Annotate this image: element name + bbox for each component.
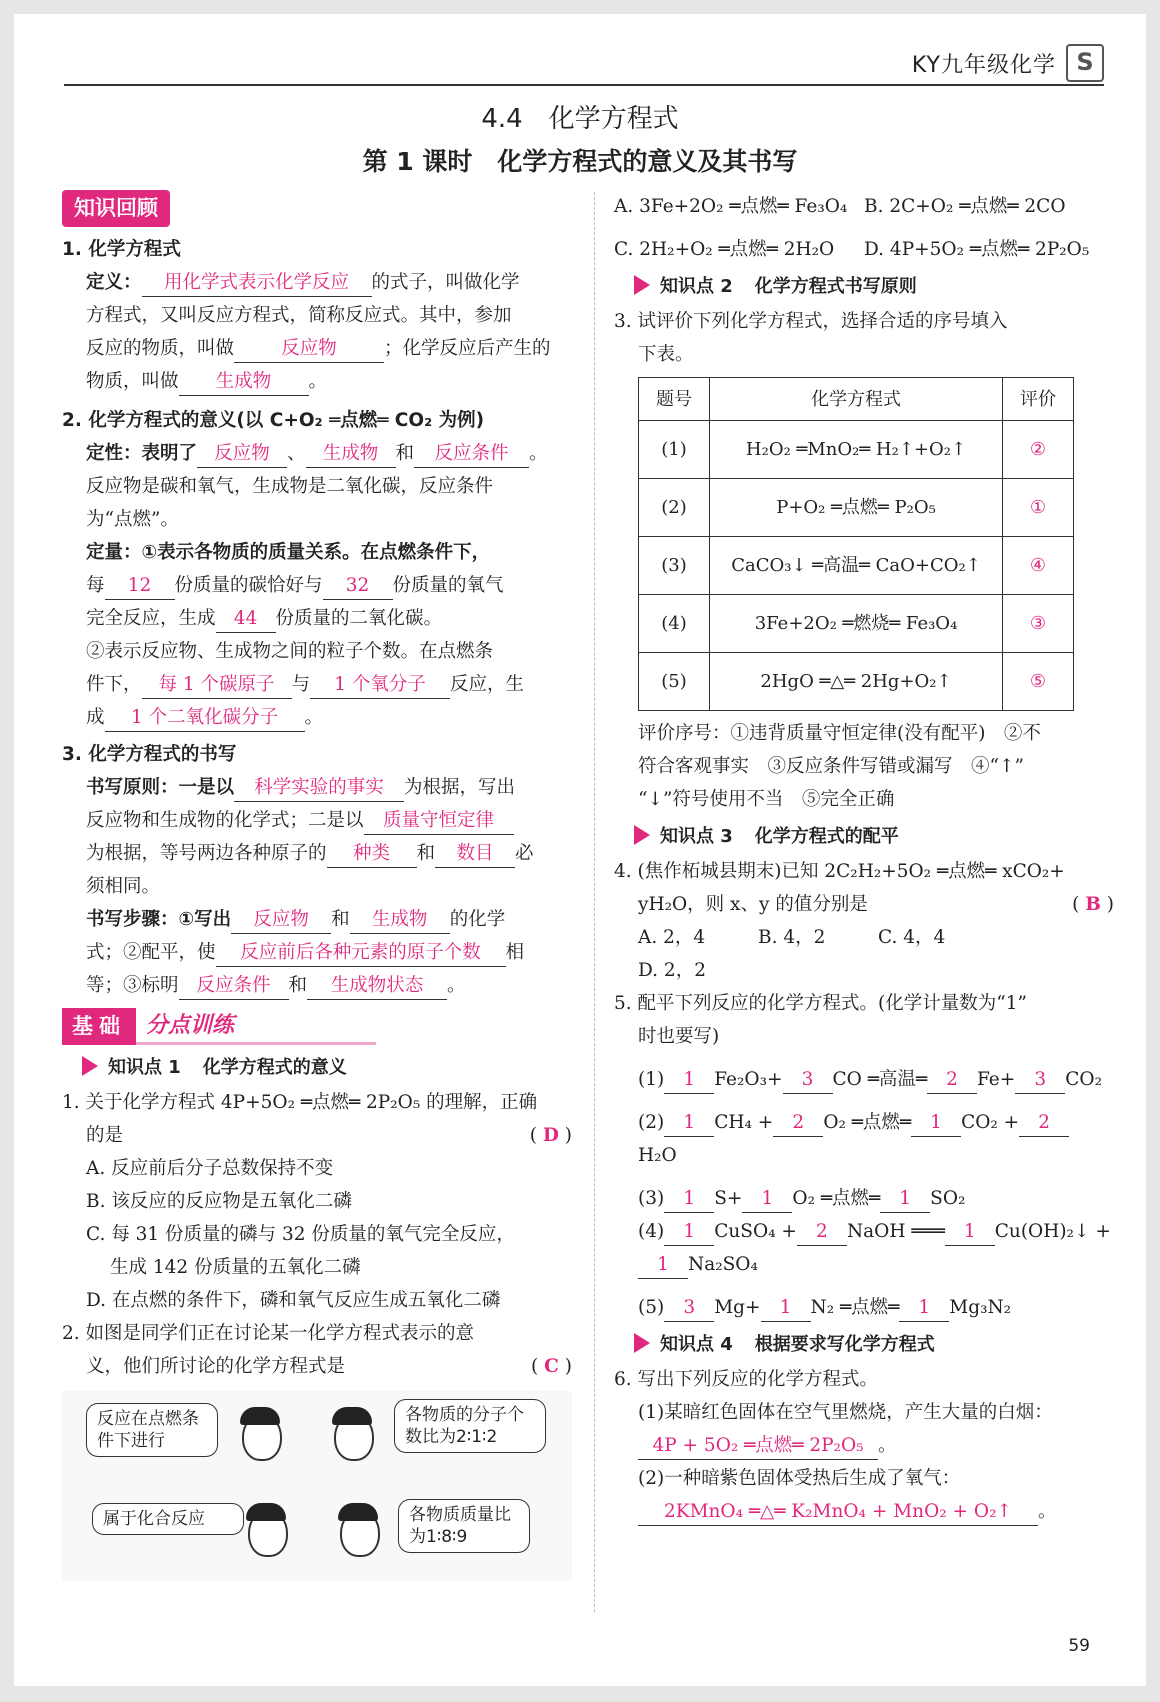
coef-fill: 1 [911, 1110, 961, 1137]
text: H₂O [638, 1145, 677, 1166]
page-number: 59 [1068, 1636, 1090, 1656]
text: Fe₂O₃+ [714, 1069, 783, 1090]
e4-option-d: D. 2，2 [638, 960, 706, 981]
q1-fill-definition: 用化学式表示化学反应 [142, 270, 372, 297]
e1-answer: D [542, 1125, 559, 1146]
text: 完全反应，生成 [86, 608, 216, 629]
text: 份质量的二氧化碳。 [275, 608, 443, 629]
table-cell: P+O₂ ═点燃═ P₂O₅ [710, 479, 1003, 537]
text: 的化学 [449, 909, 506, 930]
play-triangle-icon [82, 1056, 98, 1076]
coef-fill: 1 [638, 1252, 688, 1279]
text: CH₄ + [714, 1112, 774, 1133]
e6-answer-2: 2KMnO₄ ═△═ K₂MnO₄ + MnO₂ + O₂↑ [638, 1499, 1038, 1526]
text: O₂ ═点燃═ [823, 1112, 912, 1133]
text: 知识点 2 [660, 276, 733, 297]
coef-fill: 3 [664, 1295, 714, 1322]
text: O₂ ═点燃═ [792, 1188, 881, 1209]
e6-prompt-2: (2)一种暗紫色固体受热后生成了氧气： [638, 1468, 961, 1489]
q2-fill-8: 1 个氧分子 [310, 672, 450, 699]
table-cell: 3Fe+2O₂ ═燃烧═ Fe₃O₄ [710, 595, 1003, 653]
text: 化学方程式的配平 [754, 826, 899, 847]
coef-fill: 1 [742, 1186, 792, 1213]
text: S+ [714, 1188, 743, 1209]
text: 定量：①表示各物质的质量关系。在点燃条件下， [86, 542, 491, 563]
text: (3) [638, 1188, 665, 1209]
q1-head: 1. 化学方程式 [62, 239, 181, 260]
e5-stem: 5. 配平下列反应的化学方程式。(化学计量数为“1” [614, 993, 1027, 1014]
coef-fill: 2 [1019, 1110, 1069, 1137]
coef-fill: 1 [664, 1219, 714, 1246]
text: 。 [304, 707, 324, 728]
coef-fill: 3 [1015, 1067, 1065, 1094]
q2-fill-7: 每 1 个碳原子 [142, 672, 292, 699]
q3-fill-9: 生成物状态 [307, 973, 447, 1000]
text: 知识点 3 [660, 826, 733, 847]
text: 书写步骤：①写出 [86, 909, 232, 930]
text: 。 [308, 371, 328, 392]
speech-bubble-4: 各物质质量比为1∶8∶9 [398, 1499, 530, 1553]
knowledge-point-1 [82, 1051, 572, 1084]
text: 件下， [86, 674, 142, 695]
coef-fill: 1 [945, 1219, 995, 1246]
text: 的是 [86, 1125, 124, 1146]
q2-fill-5: 32 [323, 573, 393, 600]
q3-fill-8: 反应条件 [179, 973, 289, 1000]
e2-option-d: D. 4P+5O₂ ═点燃═ 2P₂O₅ [864, 239, 1090, 260]
coef-fill: 1 [664, 1067, 714, 1094]
table-header: 题号 [639, 378, 710, 421]
e2-option-a: A. 3Fe+2O₂ ═点燃═ Fe₃O₄ [614, 196, 848, 217]
q3-fill-3: 种类 [327, 841, 417, 868]
play-triangle-icon [634, 1333, 650, 1353]
q2-fill-6: 44 [216, 606, 276, 633]
text: 定性：表明了 [86, 443, 198, 464]
q2-fill-2: 生成物 [306, 441, 396, 468]
text: 必 [515, 843, 534, 864]
text: (5) [638, 1297, 665, 1318]
e6-stem: 6. 写出下列反应的化学方程式。 [614, 1369, 879, 1390]
text: 知识点 1 [108, 1057, 181, 1078]
e5-row-4 [614, 1215, 1114, 1248]
text: 份质量的氧气 [392, 575, 504, 596]
q3-fill-4: 数目 [435, 841, 515, 868]
text: 化学方程式的意义 [202, 1057, 347, 1078]
text: 式；②配平，使 [86, 942, 216, 963]
text: CO₂ [1065, 1069, 1103, 1090]
page [14, 14, 1146, 1686]
q1-fill-product: 生成物 [179, 369, 309, 396]
q3-fill-5: 反应物 [231, 907, 331, 934]
e1-option-d: D. 在点燃的条件下，磷和氧气反应生成五氧化二磷 [86, 1290, 501, 1311]
text: 知识点 4 [660, 1334, 733, 1355]
q2-head: 2. 化学方程式的意义(以 C+O₂ ═点燃═ CO₂ 为例) [62, 410, 485, 431]
knowledge-point-4 [634, 1328, 1114, 1361]
coef-fill: 2 [773, 1110, 823, 1137]
speech-bubble-3: 属于化合反应 [92, 1503, 244, 1535]
text: 。 [447, 975, 466, 996]
table-cell-answer: ④ [1003, 537, 1074, 595]
text: 的式子，叫做化学 [371, 272, 520, 293]
evaluation-note: “↓”符号使用不当 ⑤完全正确 [638, 789, 895, 810]
text: 根据要求写化学方程式 [754, 1334, 935, 1355]
knowledge-point-3 [634, 820, 1114, 853]
text: 为根据，等号两边各种原子的 [86, 843, 327, 864]
text: 义，他们所讨论的化学方程式是 [86, 1356, 346, 1377]
e4-stem: 4. (焦作柘城县期末)已知 2C₂H₂+5O₂ ═点燃═ xCO₂+ [614, 861, 1065, 882]
coef-fill: 1 [664, 1186, 714, 1213]
left-column: 知识回顾 1. 化学方程式 定义： 用化学式表示化学反应 的式子，叫做化学 方程式，又叫反应方程式，简称反应式。其中，参加 反应的物质，叫做 反应物 ；化学反应后产生的 物质，叫做 生成物 。 2. 化学方程式的意义(以 C+O₂ ═点燃═ CO₂ 为例) 定性：表明了 反应物 、 生成物 和 反应条件 。 反应物是碳和氧气，生成物是二氧化碳，反应条件 为“点燃”。 定量：①表示各物质的质量关系。在点燃条件下， 每 12 份质量的碳恰好与 32 份质量的氧气 完全反应，生成 44 份质量的二氧化碳。 ②表示反应物、生成物之间的粒子个数。在点燃条 件下， 每 1 个碳原子 与 1 个氧分子 反应，生 成 1 个二氧化碳分子 。 3. 化学方程式的书写 书写原则：一是以 科学实验的事实 为根据，写出 反应物和生成物的化学式；二是以 质量守恒定律 为根据，等号两边各种原子的 种类 和 数目 必 须相同。 书写步骤：①写出 反应物 和 生成物 的化学 式；②配平，使 反应前后各种元素的原子个数 相 等；③标明 反应条件 和 生成物状态 。 基础 分点训练 知识点 1 化学方程式的意义 1. 关于化学方程式 4P+5O₂ ═点燃═ 2P₂O₅ 的理解，正确 的是 ( D ) A. 反应前后分子总数保持不变 B. 该反应的反应物是五氧化二磷 C. 每 31 份质量的磷与 32 份质量的氧气完全反应， 生成 142 份质量的五氧化二磷 D. 在点燃的条件下，磷和氧气反应生成五氧化二磷 2. 如图是同学们正在讨论某一化学方程式表示的意 义，他们所讨论的化学方程式是 ( C ) 反应在点燃条件下进行 各物质的分子个数比为2∶1∶2 属于化合反应 各物质质量比为1∶8∶9 [62, 190, 572, 1581]
text: 。 [1038, 1501, 1057, 1522]
text: 为“点燃”。 [86, 509, 179, 530]
e4-option-a: A. 2，4 [638, 927, 706, 948]
q3-fill-1: 科学实验的事实 [234, 775, 404, 802]
e2-option-b: B. 2C+O₂ ═点燃═ 2CO [864, 196, 1066, 217]
coef-fill: 1 [899, 1295, 949, 1322]
student-boy-icon [334, 1413, 374, 1461]
e1-option-b: B. 该反应的反应物是五氧化二磷 [86, 1191, 352, 1212]
review-banner: 知识回顾 [62, 190, 170, 227]
text: 和 [416, 843, 436, 864]
text: (1) [638, 1069, 665, 1090]
text: SO₂ [930, 1188, 966, 1209]
coef-fill: 2 [797, 1219, 847, 1246]
publisher-logo-icon: S [1066, 44, 1104, 82]
coef-fill: 1 [761, 1295, 811, 1322]
table-row [639, 421, 1074, 479]
text: Na₂SO₄ [688, 1254, 758, 1275]
text: 和 [331, 909, 350, 930]
e1-option-a: A. 反应前后分子总数保持不变 [86, 1158, 334, 1179]
text: (2) [638, 1112, 665, 1133]
q2-fill-3: 反应条件 [414, 441, 529, 468]
basic-training-banner [62, 1008, 572, 1045]
e6-prompt-1: (1)某暗红色固体在空气里燃烧，产生大量的白烟： [638, 1402, 1053, 1423]
page-header [64, 42, 1104, 86]
evaluation-note: 评价序号：①违背质量守恒定律(没有配平) ②不 [638, 723, 1041, 744]
text: N₂ ═点燃═ [810, 1297, 900, 1318]
text: 物质，叫做 [86, 371, 179, 392]
text: 反应的物质，叫做 [86, 338, 235, 359]
right-column: A. 3Fe+2O₂ ═点燃═ Fe₃O₄ B. 2C+O₂ ═点燃═ 2CO C. 2H₂+O₂ ═点燃═ 2H₂O D. 4P+5O₂ ═点燃═ 2P₂O₅ 知识点 2 化学方程式书写原则 3. 试评价下列化学方程式，选择合适的序号填入 下表。 题号 化学方程式 评价 (1) H₂O₂ ═MnO₂═ H₂↑+O₂↑ ② (2) P+O₂ ═点燃═ P₂O₅ ① (3) CaCO₃↓ ═高温═ CaO+CO₂↑ ④ (4) 3Fe+2O₂ ═燃烧═ Fe₃O₄ ③ (5) 2HgO ═△═ 2Hg+O₂↑ ⑤ 评价序号：①违背质量守恒定律(没有配平) ②不 符合客观事实 ③反应条件写错或漏写 ④“↑” “↓”符号使用不当 ⑤完全正确 知识点 3 化学方程式的配平 4. (焦作柘城县期末)已知 2C₂H₂+5O₂ ═点燃═ xCO₂+ yH₂O，则 x、y 的值分别是 ( B ) A. 2，4 B. 4，2 C. 4，4D. 2，2 5. 配平下列反应的化学方程式。(化学计量数为“1” 时也要写) (1) 1 Fe₂O₃+ 3 CO ═高温═ 2 Fe+ 3 CO₂ (2) 1 CH₄ + 2 O₂ ═点燃═ 1 CO₂ + 2 H₂O (3) 1 S+ 1 O₂ ═点燃═ 1 SO₂ (4) 1 CuSO₄ + 2 NaOH ═══ 1 Cu(OH)₂↓ + 1 Na₂SO₄ (5) 3 Mg+ 1 N₂ ═点燃═ 1 Mg₃N₂ 知识点 4 根据要求写化学方程式 6. 写出下列反应的化学方程式。 (1)某暗红色固体在空气里燃烧，产生大量的白烟： 4P + 5O₂ ═点燃═ 2P₂O₅ 。 (2)一种暗紫色固体受热后生成了氧气： 2KMnO₄ ═△═ K₂MnO₄ + MnO₂ + O₂↑ 。 [614, 190, 1114, 1528]
table-cell: (4) [639, 595, 710, 653]
student-boy-icon [340, 1509, 380, 1557]
text: CO ═高温═ [832, 1069, 927, 1090]
section-title: 4.4 化学方程式 [481, 104, 679, 134]
table-row [639, 537, 1074, 595]
table-cell-answer: ⑤ [1003, 653, 1074, 711]
text: 方程式，又叫反应方程式，简称反应式。其中，参加 [86, 305, 512, 326]
table-cell-answer: ② [1003, 421, 1074, 479]
e2-answer: C [544, 1356, 559, 1377]
text: Mg₃N₂ [949, 1297, 1012, 1318]
evaluation-note: 符合客观事实 ③反应条件写错或漏写 ④“↑” [638, 756, 1024, 777]
column-divider [594, 192, 595, 1612]
text: 反应，生 [450, 674, 525, 695]
speech-bubble-1: 反应在点燃条件下进行 [86, 1403, 218, 1457]
q2-fill-9: 1 个二氧化碳分子 [105, 705, 305, 732]
text: 书写原则：一是以 [86, 777, 235, 798]
text: 下表。 [638, 344, 694, 365]
banner-training: 分点训练 [136, 1009, 376, 1045]
e1-option-c: C. 每 31 份质量的磷与 32 份质量的氧气完全反应， [86, 1224, 515, 1245]
table-header: 化学方程式 [710, 378, 1003, 421]
table-row [639, 653, 1074, 711]
e5-row-3 [614, 1182, 1114, 1215]
coef-fill: 1 [880, 1186, 930, 1213]
text: 和 [288, 975, 308, 996]
text: 反应物和生成物的化学式；二是以 [86, 810, 364, 831]
coef-fill: 3 [783, 1067, 833, 1094]
e5-row-2 [614, 1106, 1114, 1139]
text: 化学方程式书写原则 [754, 276, 917, 297]
evaluation-table [638, 377, 1074, 711]
play-triangle-icon [634, 275, 650, 295]
e1-option-c-cont: 生成 142 份质量的五氧化二磷 [110, 1257, 361, 1278]
text: CO₂ + [961, 1112, 1020, 1133]
text: 反应物是碳和氧气，生成物是二氧化碳，反应条件 [86, 476, 494, 497]
text: 成 [86, 707, 105, 728]
text: yH₂O，则 x、y 的值分别是 [638, 894, 868, 915]
table-cell: CaCO₃↓ ═高温═ CaO+CO₂↑ [710, 537, 1003, 595]
text: 和 [395, 443, 415, 464]
e6-answer-1: 4P + 5O₂ ═点燃═ 2P₂O₅ [638, 1433, 878, 1460]
text: Fe+ [976, 1069, 1016, 1090]
text: Mg+ [714, 1297, 761, 1318]
text: 。 [878, 1435, 897, 1456]
discussion-figure [62, 1391, 572, 1581]
speech-bubble-2: 各物质的分子个数比为2∶1∶2 [394, 1399, 546, 1453]
q2-fill-1: 反应物 [197, 441, 287, 468]
table-cell: (5) [639, 653, 710, 711]
text: 份质量的碳恰好与 [174, 575, 323, 596]
q3-fill-7: 反应前后各种元素的原子个数 [216, 940, 506, 967]
coef-fill: 1 [664, 1110, 714, 1137]
text: 与 [291, 674, 311, 695]
text: ②表示反应物、生成物之间的粒子个数。在点燃条 [86, 641, 494, 662]
q3-head: 3. 化学方程式的书写 [62, 744, 237, 765]
text: 相 [505, 942, 525, 963]
student-boy-icon [248, 1509, 288, 1557]
q2-fill-4: 12 [105, 573, 175, 600]
e4-option-b: B. 4，2 [758, 927, 826, 948]
table-cell-answer: ① [1003, 479, 1074, 537]
table-cell: (2) [639, 479, 710, 537]
text: 须相同。 [86, 876, 161, 897]
text: 等；③标明 [86, 975, 179, 996]
e5-row-5 [614, 1291, 1114, 1324]
text: CuSO₄ + [714, 1221, 797, 1242]
e3-stem: 3. 试评价下列化学方程式，选择合适的序号填入 [614, 311, 1008, 332]
e4-answer: B [1085, 894, 1101, 915]
q3-fill-2: 质量守恒定律 [364, 808, 514, 835]
text: 每 [86, 575, 105, 596]
table-cell-answer: ③ [1003, 595, 1074, 653]
q1-def-label: 定义： [86, 272, 142, 293]
text: 时也要写) [638, 1026, 720, 1047]
coef-fill: 2 [927, 1067, 977, 1094]
table-row [639, 595, 1074, 653]
banner-basic: 基础 [62, 1008, 136, 1045]
text: 。 [529, 443, 548, 464]
text: 、 [287, 443, 306, 464]
table-row [639, 479, 1074, 537]
table-cell: (3) [639, 537, 710, 595]
table-cell: (1) [639, 421, 710, 479]
play-triangle-icon [634, 825, 650, 845]
text: Cu(OH)₂↓ + [994, 1221, 1111, 1242]
e1-stem: 1. 关于化学方程式 4P+5O₂ ═点燃═ 2P₂O₅ 的理解，正确 [62, 1092, 538, 1113]
text: ；化学反应后产生的 [384, 338, 551, 359]
e2-stem: 2. 如图是同学们正在讨论某一化学方程式表示的意 [62, 1323, 475, 1344]
student-girl-icon [242, 1413, 282, 1461]
e2-option-c: C. 2H₂+O₂ ═点燃═ 2H₂O [614, 239, 835, 260]
knowledge-point-2 [634, 270, 1114, 303]
q1-fill-reactant: 反应物 [234, 336, 384, 363]
table-cell: 2HgO ═△═ 2Hg+O₂↑ [710, 653, 1003, 711]
table-header: 评价 [1003, 378, 1074, 421]
series-title: KY九年级化学 [911, 53, 1056, 78]
q3-fill-6: 生成物 [350, 907, 450, 934]
e4-option-c: C. 4，4 [878, 927, 946, 948]
text: NaOH ═══ [846, 1221, 945, 1242]
text: (4) [638, 1221, 665, 1242]
lesson-title: 第 1 课时 化学方程式的意义及其书写 [362, 147, 798, 176]
text: 为根据，写出 [404, 777, 516, 798]
e5-row-1 [614, 1063, 1114, 1096]
table-cell: H₂O₂ ═MnO₂═ H₂↑+O₂↑ [710, 421, 1003, 479]
